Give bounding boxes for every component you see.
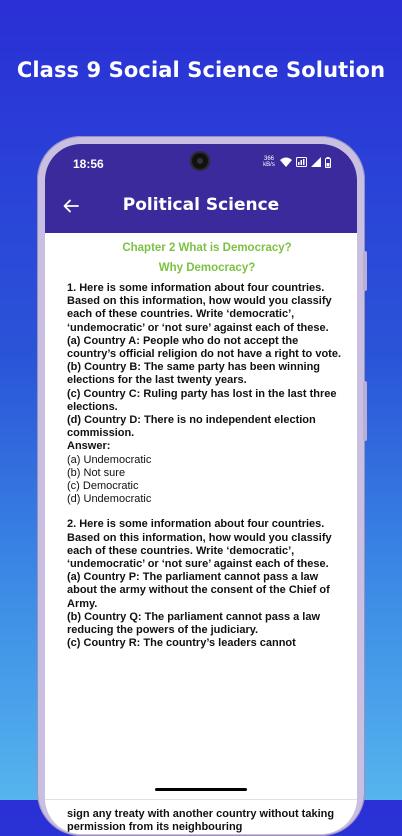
app-bar: [45, 180, 357, 233]
network-speed-value: 366: [263, 156, 274, 162]
home-indicator[interactable]: [155, 788, 247, 791]
section-subtitle: Why Democracy?: [158, 262, 256, 274]
answer-label: Answer:: [67, 440, 111, 453]
answer-item: (d) Undemocratic: [67, 493, 152, 506]
status-icons: [262, 155, 331, 169]
front-camera: [192, 153, 208, 169]
answer-item: (a) Undemocratic: [67, 453, 152, 466]
network-speed-unit: kB/s: [263, 162, 275, 168]
answer-item: (c) Democratic: [67, 480, 139, 493]
status-bar: [45, 144, 357, 180]
question-1-item: (a) Country A: People who do not accept the country’s official religion do not have a right to vote.: [67, 334, 342, 361]
question-1: [67, 282, 347, 506]
question-1-item: (d) Country D: There is no independent election commission.: [67, 414, 316, 440]
solution-card: [67, 233, 347, 793]
screen-title: Political Science: [122, 195, 280, 215]
network-speed: [262, 156, 276, 168]
chapter-title: Chapter 2 What is Democracy?: [122, 242, 292, 254]
question-1-text: 1. Here is some information about four countries. Based on this information, how would you classify each of these countries. Write ‘democratic’, ‘undemocratic’ or ‘not sure’ against each of these.: [67, 282, 332, 334]
sim-icon: [296, 157, 307, 167]
answer-item: (b) Not sure: [67, 466, 126, 479]
phone-frame: [37, 136, 365, 836]
signal-icon: [311, 157, 321, 167]
question-2-item: (a) Country P: The parliament cannot pass a law about the army without the consent of the Chief of Army.: [67, 571, 330, 610]
question-2: [67, 518, 347, 650]
question-1-item: (b) Country B: The same party has been winning elections for the last twenty years.: [67, 361, 321, 387]
question-1-item: (c) Country C: Ruling party has lost in the last three elections.: [67, 387, 337, 413]
solution-content[interactable]: [45, 233, 357, 834]
status-time: 18:56: [73, 157, 104, 171]
question-2-item: (c) Country R: The country’s leaders cannot: [67, 637, 296, 650]
battery-icon: [325, 157, 331, 168]
volume-button: [363, 251, 367, 291]
power-button: [363, 381, 367, 441]
promo-title: Class 9 Social Science Solution: [16, 58, 386, 82]
phone-screen: [45, 144, 357, 834]
question-2-text: 2. Here is some information about four countries. Based on this information, how would you classify each of these countries. Write ‘democratic’, ‘undemocratic’ or ‘not sure’ against each of these.: [67, 518, 332, 571]
continued-card: [67, 808, 347, 834]
continued-text: sign any treaty with another country without taking permission from its neighbouring: [67, 808, 335, 834]
question-2-item: (b) Country Q: The parliament cannot pass a law reducing the powers of the judiciary.: [67, 610, 321, 637]
wifi-icon: [280, 157, 292, 167]
